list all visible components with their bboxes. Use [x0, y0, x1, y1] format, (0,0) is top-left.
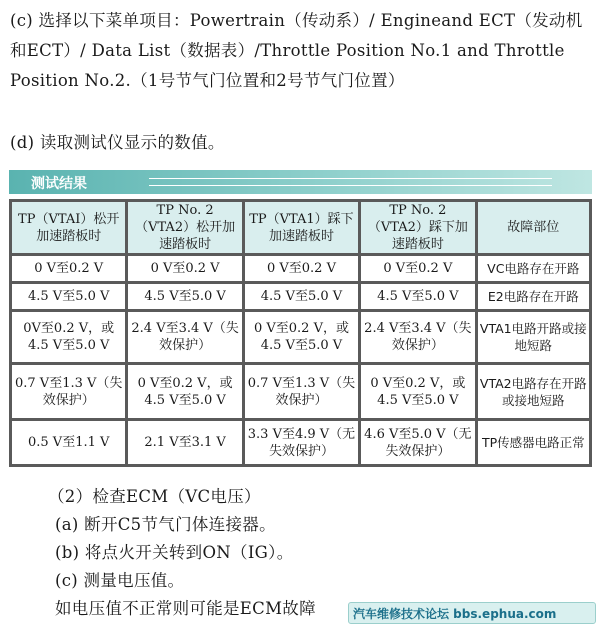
- table-header-cell: TP（VTAI）松开加速踏板时: [12, 202, 125, 253]
- table-cell: 0.7 V至1.3 V（失效保护）: [12, 365, 125, 418]
- table-cell: 4.5 V至5.0 V: [128, 284, 241, 309]
- table-header-row: [12, 202, 589, 253]
- table-row: [12, 312, 589, 362]
- section2-step-a: (a) 断开C5节气门体连接器。: [55, 515, 276, 534]
- fault-cell: VTA1电路开路或接地短路: [478, 312, 589, 362]
- step-c-text: (c) 选择以下菜单项目：Powertrain（传动系）/ Engineand ECT（发动机和ECT）/ Data List（数据表）/Throttle Position No.1 and Throttle Position No.2.（1号节气门位置和2号节气门位置）: [10, 11, 583, 90]
- table-row: [12, 256, 589, 281]
- header-decor-line: [149, 185, 552, 186]
- section2-step-b: (b) 将点火开关转到ON（IG）。: [55, 543, 294, 562]
- table-cell: 0 V至0.2 V，或4.5 V至5.0 V: [361, 365, 474, 418]
- table-cell: 2.4 V至3.4 V（失效保护）: [128, 312, 241, 362]
- results-table: [9, 199, 592, 467]
- step-d-text: (d) 读取测试仪显示的数值。: [10, 133, 225, 152]
- table-header-cell: TP No. 2（VTA2）踩下加速踏板时: [361, 202, 474, 253]
- table-header-cell: TP No. 2（VTA2）松开加速踏板时: [128, 202, 241, 253]
- table-row: [12, 421, 589, 464]
- table-cell: 0 V至0.2 V: [361, 256, 474, 281]
- table-cell: 2.4 V至3.4 V（失效保护）: [361, 312, 474, 362]
- table-cell: 4.6 V至5.0 V（无失效保护）: [361, 421, 474, 464]
- table-cell: 0 V至0.2 V，或4.5 V至5.0 V: [245, 312, 358, 362]
- results-header-bar: [9, 170, 592, 194]
- fault-cell: VTA2电路存在开路或接地短路: [478, 365, 589, 418]
- table-row: [12, 284, 589, 309]
- fault-cell: E2电路存在开路: [478, 284, 589, 309]
- table-cell: 2.1 V至3.1 V: [128, 421, 241, 464]
- table-cell: 0 V至0.2 V: [128, 256, 241, 281]
- fault-cell: TP传感器电路正常: [478, 421, 589, 464]
- table-header-cell: 故障部位: [478, 202, 589, 253]
- table-cell: 0 V至0.2 V: [12, 256, 125, 281]
- table-cell: 3.3 V至4.9 V（无失效保护）: [245, 421, 358, 464]
- table-cell: 4.5 V至5.0 V: [12, 284, 125, 309]
- table-header-cell: TP（VTA1）踩下加速踏板时: [245, 202, 358, 253]
- section2-title: （2）检查ECM（VC电压）: [48, 487, 261, 506]
- section2-note: 如电压值不正常则可能是ECM故障: [55, 599, 316, 618]
- table-cell: 4.5 V至5.0 V: [361, 284, 474, 309]
- forum-watermark: 汽车维修技术论坛 bbs.ephua.com: [348, 602, 596, 624]
- results-title: 测试结果: [31, 176, 87, 192]
- table-cell: 0.5 V至1.1 V: [12, 421, 125, 464]
- table-cell: 0 V至0.2 V，或4.5 V至5.0 V: [128, 365, 241, 418]
- section2-step-c: (c) 测量电压值。: [55, 571, 185, 590]
- header-decor-line: [149, 178, 552, 179]
- table-row: [12, 365, 589, 418]
- table-cell: 4.5 V至5.0 V: [245, 284, 358, 309]
- fault-cell: VC电路存在开路: [478, 256, 589, 281]
- table-cell: 0V至0.2 V，或4.5 V至5.0 V: [12, 312, 125, 362]
- table-cell: 0.7 V至1.3 V（失效保护）: [245, 365, 358, 418]
- table-cell: 0 V至0.2 V: [245, 256, 358, 281]
